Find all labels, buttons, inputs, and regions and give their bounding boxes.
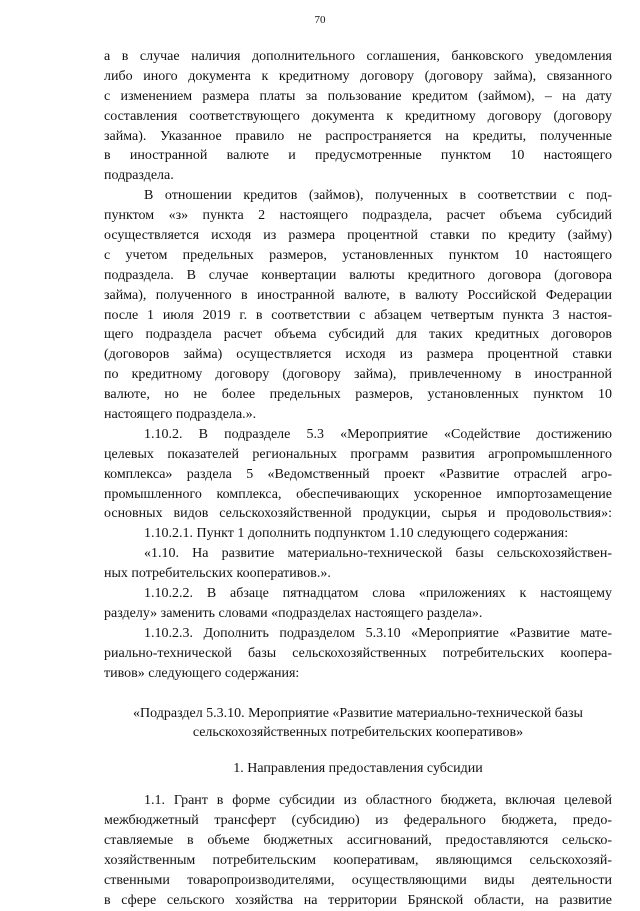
- text-line: составления соответствующего документа к кредитному договору (договору: [104, 108, 612, 124]
- text-line: а в случае наличия дополнительного соглашения, банковского уведомления: [104, 49, 612, 64]
- text-line: межбюджетный трансферт (субсидию) из федерального бюджета, предо-: [104, 813, 612, 829]
- paragraph-first-line: 1.1. Грант в форме субсидии из областного бюджета, включая целевой: [144, 793, 612, 809]
- text-line: щего подраздела расчет объема субсидий для таких кредитных договоров: [104, 327, 612, 343]
- text-line: осуществляется исходя из размера процентной ставки по кредиту (займу): [104, 228, 612, 244]
- text-line: (договоров займа) осуществляется исходя из размера процентной ставки: [104, 347, 612, 363]
- paragraph-first-line: 1.10.2.2. В абзаце пятнадцатом слова «приложениях к настоящему: [144, 586, 612, 602]
- text-line: промышленного комплекса, обеспечивающих ускоренное импортозамещение: [104, 486, 612, 502]
- text-line: комплекса» раздела 5 «Ведомственный проект «Развитие отраслей агро-: [104, 466, 612, 482]
- text-line: ных потребительских кооперативов.».: [104, 566, 331, 582]
- paragraph-first-line: «1.10. На развитие материально-технической базы сельскохозяйствен-: [144, 546, 612, 562]
- text-line: валюте, но не более предельных размеров, установленных пунктом 10: [104, 387, 612, 403]
- text-line: займа), полученного в иностранной валюте, в валюту Российской Федерации: [104, 287, 612, 303]
- document-body: [104, 47, 612, 911]
- text-line: ставляемые в объеме бюджетных ассигнований, предоставляются сельско-: [104, 832, 612, 848]
- paragraph-first-line: В отношении кредитов (займов), полученных в соответствии с под-: [144, 188, 612, 204]
- text-line: подраздела. В случае конвертации валюты кредитного договора (договора: [104, 267, 612, 283]
- text-line: в сфере сельского хозяйства на территории Брянской области, на развитие: [104, 892, 612, 908]
- subsection-heading: «Подраздел 5.3.10. Мероприятие «Развитие материально-технической базы: [133, 705, 583, 721]
- section-heading: 1. Направления предоставления субсидии: [233, 761, 483, 777]
- text-line: ственными товаропроизводителями, осуществляющими виды деятельности: [104, 872, 612, 888]
- text-line: с изменением размера платы за пользование кредитом (займом), – на дату: [104, 88, 612, 104]
- text-line: настоящего подраздела.».: [104, 407, 257, 423]
- text-line: после 1 июля 2019 г. в соответствии с абзацем четвертым пункта 3 настоя-: [104, 307, 612, 323]
- text-line: целевых показателей региональных программ развития агропромышленного: [104, 446, 612, 462]
- text-line: по кредитному договору (договору займа), привлеченному в иностранной: [104, 367, 612, 383]
- paragraph-first-line: 1.10.2.1. Пункт 1 дополнить подпунктом 1.10 следующего содержания:: [144, 526, 569, 542]
- paragraph-first-line: 1.10.2. В подразделе 5.3 «Мероприятие «Содействие достижению: [144, 426, 612, 442]
- text-line: займа). Указанное правило не распространяется на кредиты, полученные: [104, 128, 612, 144]
- text-line: либо иного документа к кредитному договору (договору займа), связанного: [104, 68, 612, 84]
- page-number: 70: [314, 14, 326, 26]
- paragraph-first-line: 1.10.2.3. Дополнить подразделом 5.3.10 «Мероприятие «Развитие мате-: [144, 625, 612, 641]
- subsection-heading: сельскохозяйственных потребительских кооперативов»: [192, 725, 524, 741]
- text-line: пунктом «з» пункта 2 настоящего подраздела, расчет объема субсидий: [104, 208, 612, 224]
- text-line: основных видов сельскохозяйственной продукции, сырья и продовольствия»:: [104, 506, 612, 522]
- text-line: риально-технической базы сельскохозяйственных потребительских коопера-: [104, 645, 612, 661]
- text-line: с учетом предельных размеров, установленных пунктом 10 настоящего: [104, 247, 612, 263]
- text-line: хозяйственным потребительским кооперативам, являющимся сельскохозяй-: [104, 852, 612, 868]
- text-line: подраздела.: [104, 168, 174, 184]
- text-line: в иностранной валюте и предусмотренные пунктом 10 настоящего: [104, 148, 612, 164]
- text-line: разделу» заменить словами «подразделах настоящего раздела».: [104, 605, 483, 621]
- text-line: тивов» следующего содержания:: [104, 665, 300, 681]
